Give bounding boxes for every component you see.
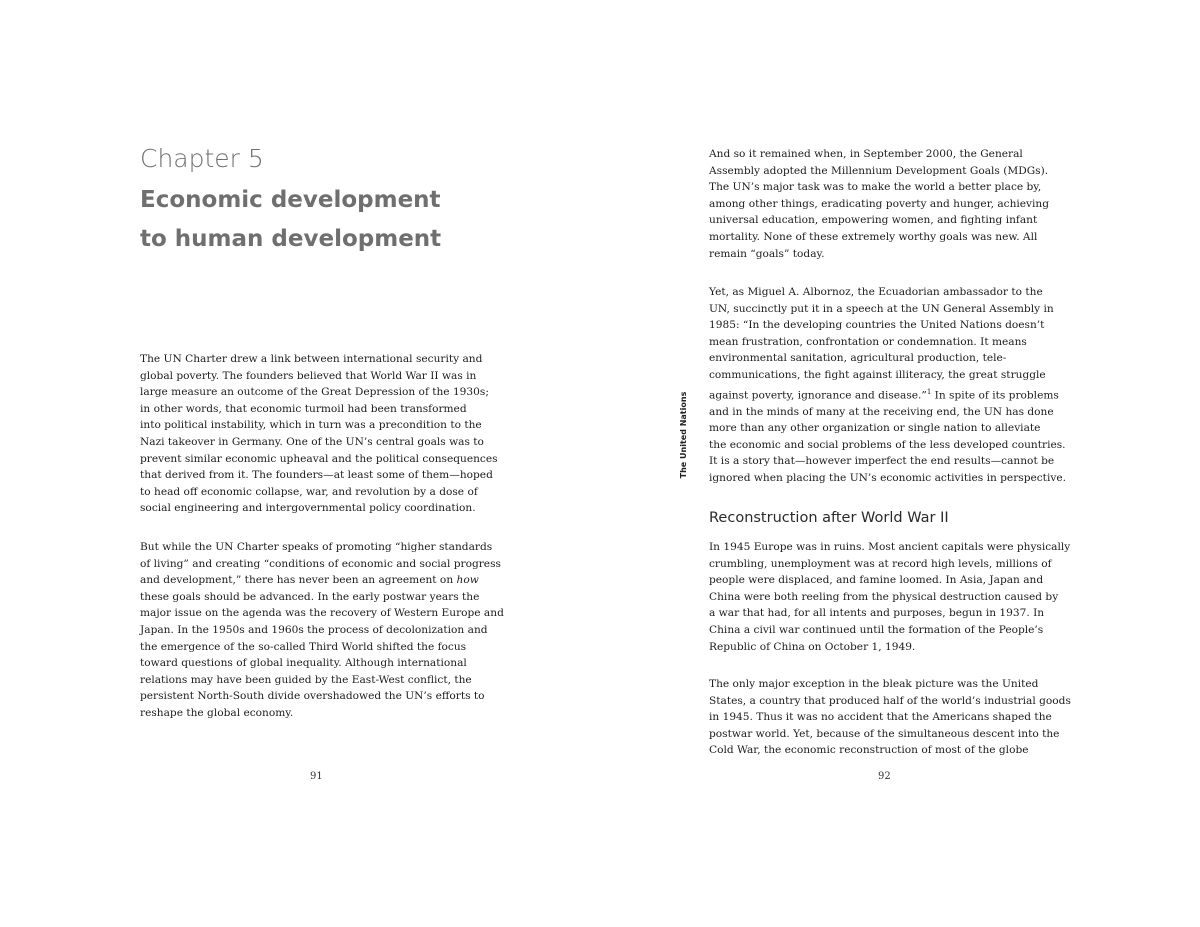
- text-line: mortality. None of these extremely worthy goals was new. All: [709, 230, 1038, 243]
- text-line: the emergence of the so-called Third World shifted the focus: [140, 640, 467, 653]
- page-number: 92: [878, 771, 891, 782]
- text-line: a war that had, for all intents and purposes, begun in 1937. In: [709, 607, 1045, 620]
- chapter-title-line: to human development: [140, 226, 442, 252]
- text-line: The UN’s major task was to make the world a better place by,: [709, 181, 1042, 194]
- left-paragraph-2: [140, 539, 504, 722]
- text-line: The only major exception in the bleak picture was the United: [709, 678, 1039, 690]
- page-number: 91: [310, 771, 323, 782]
- text-line: of living” and creating “conditions of economic and social progress: [140, 557, 501, 570]
- text-line: [140, 572, 495, 589]
- text-segment: and development,” there has never been an agreement on: [140, 574, 457, 587]
- text-line: China were both reeling from the physical destruction caused by: [709, 590, 1059, 603]
- text-line: environmental sanitation, agricultural production, tele-: [709, 352, 1007, 365]
- text-line: In 1945 Europe was in ruins. Most ancient capitals were physically: [709, 541, 1071, 553]
- text-line: Assembly adopted the Millennium Development Goals (MDGs).: [709, 164, 1049, 177]
- text-line: in 1945. Thus it was no accident that the Americans shaped the: [709, 711, 1052, 724]
- text-line: relations may have been guided by the East-West conflict, the: [140, 673, 472, 686]
- text-line: major issue on the agenda was the recovery of Western Europe and: [140, 607, 504, 620]
- right-page: [600, 0, 1200, 927]
- text-line: social engineering and intergovernmental policy coordination.: [140, 502, 476, 515]
- text-segment: against poverty, ignorance and disease.”: [709, 389, 927, 402]
- text-line: universal education, empowering women, and fighting infant: [709, 214, 1038, 227]
- right-paragraph-4: [709, 676, 1071, 759]
- text-line: to head off economic collapse, war, and revolution by a dose of: [140, 485, 478, 498]
- footnote-marker[interactable]: 1: [926, 387, 932, 396]
- text-line: ignored when placing the UN’s economic activities in perspective.: [709, 472, 1066, 485]
- text-line: The UN Charter drew a link between international security and: [140, 353, 483, 365]
- running-head: The United Nations: [679, 391, 688, 479]
- text-line: remain “goals” today.: [709, 247, 825, 260]
- text-line: toward questions of global inequality. Although international: [140, 657, 467, 670]
- chapter-title-line: Economic development: [140, 187, 441, 213]
- text-line: among other things, eradicating poverty and hunger, achieving: [709, 197, 1050, 210]
- text-line: the economic and social problems of the less developed countries.: [709, 438, 1066, 451]
- text-line: crumbling, unemployment was at record high levels, millions of: [709, 557, 1052, 570]
- text-line: these goals should be advanced. In the early postwar years the: [140, 590, 480, 603]
- right-paragraph-3: [709, 539, 1071, 655]
- text-line: UN, succinctly put it in a speech at the UN General Assembly in: [709, 302, 1054, 315]
- text-segment: In spite of its problems: [931, 389, 1059, 402]
- text-line: Republic of China on October 1, 1949.: [709, 640, 916, 653]
- right-paragraph-2: [709, 284, 1064, 487]
- text-line: that derived from it. The founders—at least some of them—hoped: [140, 469, 493, 482]
- text-line: mean frustration, confrontation or condemnation. It means: [709, 335, 1027, 348]
- text-line: people were displaced, and famine loomed. In Asia, Japan and: [709, 574, 1044, 587]
- text-line: States, a country that produced half of the world’s industrial goods: [709, 694, 1071, 707]
- chapter-label: Chapter 5: [140, 144, 264, 173]
- text-line: reshape the global economy.: [140, 706, 294, 719]
- text-line: Japan. In the 1950s and 1960s the process of decolonization and: [140, 623, 488, 636]
- text-line: [709, 384, 1064, 404]
- text-line: large measure an outcome of the Great Depression of the 1930s;: [140, 386, 489, 399]
- left-paragraph-1: [140, 351, 498, 517]
- text-line: more than any other organization or single nation to alleviate: [709, 422, 1041, 435]
- text-line: global poverty. The founders believed that World War II was in: [140, 369, 477, 382]
- text-line: Nazi takeover in Germany. One of the UN’s central goals was to: [140, 435, 484, 448]
- section-heading: Reconstruction after World War II: [709, 510, 949, 526]
- text-line: in other words, that economic turmoil had been transformed: [140, 402, 467, 415]
- text-line: communications, the fight against illiteracy, the great struggle: [709, 368, 1046, 381]
- text-line: and in the minds of many at the receiving end, the UN has done: [709, 405, 1054, 418]
- emphasis-text: how: [456, 574, 479, 587]
- text-line: And so it remained when, in September 2000, the General: [709, 148, 1023, 160]
- text-line: prevent similar economic upheaval and the political consequences: [140, 452, 498, 465]
- text-line: China a civil war continued until the formation of the People’s: [709, 623, 1044, 636]
- text-line: But while the UN Charter speaks of promoting “higher standards: [140, 541, 493, 553]
- chapter-title: [140, 181, 441, 259]
- text-line: It is a story that—however imperfect the end results—cannot be: [709, 455, 1055, 468]
- text-line: postwar world. Yet, because of the simultaneous descent into the: [709, 727, 1060, 740]
- text-line: Cold War, the economic reconstruction of most of the globe: [709, 744, 1029, 757]
- text-line: persistent North-South divide overshadowed the UN’s efforts to: [140, 690, 485, 703]
- text-line: into political instability, which in turn was a precondition to the: [140, 419, 482, 432]
- text-line: Yet, as Miguel A. Albornoz, the Ecuadorian ambassador to the: [709, 286, 1043, 298]
- text-line: 1985: “In the developing countries the United Nations doesn’t: [709, 319, 1045, 332]
- right-paragraph-1: [709, 146, 1064, 262]
